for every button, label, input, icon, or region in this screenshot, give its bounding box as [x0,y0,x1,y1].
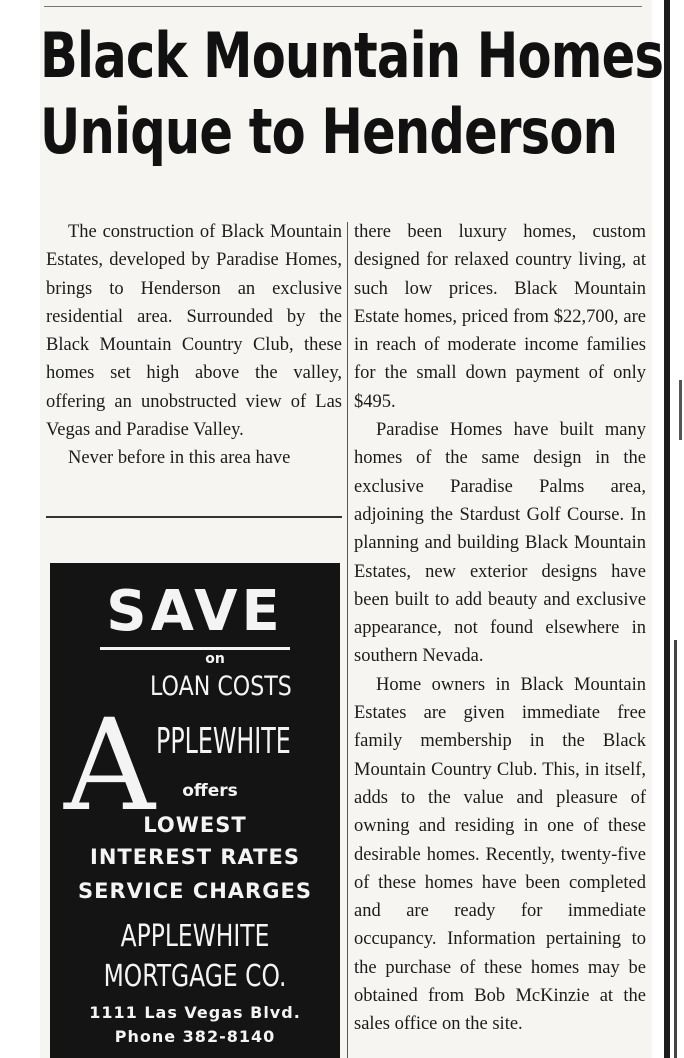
page-edge [664,0,670,1058]
page-edge-mark [679,380,682,440]
paragraph: Paradise Homes have built many homes of the same design in the exclusive Paradise Palms area, adjoining the Stardust Golf Course. In planning and building Black Mountain Estates, new exterior designs have been built to add beauty and exclusive appearance, not found elsewhere in southern Nevada. [354,420,646,667]
headline-line-2: Unique to Henderson [40,95,618,168]
ad-address: 1111 Las Vegas Blvd. [89,1003,301,1022]
paragraph: Home owners in Black Mountain Estates are given immediate free family membership in the Black Mountain Country Club. This, in itself, adds to the value and pleasure of owning and residing in one of these desirable homes. Recently, twenty-five of these homes have been completed and are ready for immediate occupancy. Information pertaining to the purchase of these homes may be obtained from Bob McKinzie at the sales office on the site. [354,674,646,1035]
right-column [354,218,646,1039]
paragraph: there been luxury homes, custom designed for relaxed country living, at such low prices. Black Mountain Estate homes, priced from $22,700, are in reach of moderate income families for the small down payment of only $495. [354,222,646,412]
ad-on-text: on [205,651,225,667]
ad-save-underline [100,647,290,650]
ad-lowest: LOWEST [143,813,247,837]
left-column [46,218,342,473]
column-end-rule [46,516,342,518]
ad-phone: Phone 382-8140 [114,1027,276,1046]
ad-company-name: APPLEWHITE [120,919,270,954]
ad-offers: offers [182,781,238,801]
ad-save-heading: SAVE [106,579,284,644]
ad-interest-rates: INTEREST RATES [90,845,300,869]
ad-service-charges: SERVICE CHARGES [78,879,312,903]
headline [40,18,664,170]
ad-company-type: MORTGAGE CO. [103,959,287,994]
page-edge-shadow [674,640,677,1058]
ad-loan-costs: LOAN COSTS [150,671,292,702]
applewhite-advertisement [50,563,340,1058]
ad-pplewhite: PPLEWHITE [156,721,291,762]
column-divider [347,222,348,1058]
top-rule [44,6,642,7]
paragraph: Never before in this area have [68,448,291,469]
headline-line-1: Black Mountain Homes [40,19,664,92]
paragraph: The construction of Black Mountain Estates, developed by Paradise Homes, brings to Henderson an exclusive residential area. Surrounded by the Black Mountain Country Club, these homes set high above the valley, offering an unobstructed view of Las Vegas and Paradise Valley. [46,222,342,441]
ad-big-letter: A [64,692,155,839]
